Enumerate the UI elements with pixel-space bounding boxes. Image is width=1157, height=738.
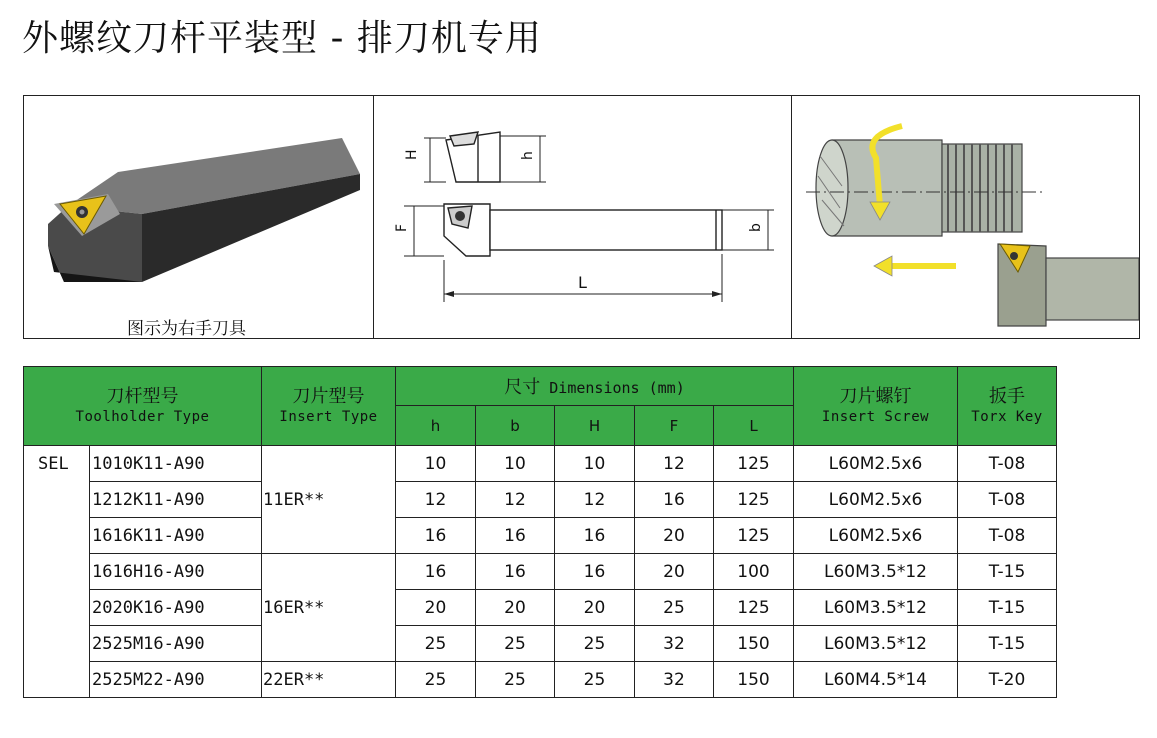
table-row [24,446,1057,482]
toolholder-type-cell: 1212K11-A90 [90,482,262,518]
b-cell: 25 [476,662,555,698]
application-illustration [792,96,1139,340]
L-cell: 125 [714,518,794,554]
header-toolholder-type: 刀杆型号 Toolholder Type [24,367,262,446]
H-cell: 12 [555,482,635,518]
dim-label-H: H [404,149,420,160]
b-cell: 16 [476,518,555,554]
h-cell: 20 [396,590,476,626]
header-h: h [396,406,476,446]
F-cell: 16 [635,482,714,518]
L-cell: 150 [714,662,794,698]
header-b: b [476,406,555,446]
toolholder-type-cell: 2020K16-A90 [90,590,262,626]
h-cell: 16 [396,518,476,554]
H-cell: 16 [555,518,635,554]
key-cell: T-20 [958,662,1057,698]
screw-cell: L60M2.5x6 [794,446,958,482]
h-cell: 10 [396,446,476,482]
h-cell: 12 [396,482,476,518]
L-cell: 125 [714,446,794,482]
F-cell: 20 [635,554,714,590]
F-cell: 25 [635,590,714,626]
key-cell: T-08 [958,482,1057,518]
b-cell: 20 [476,590,555,626]
b-cell: 25 [476,626,555,662]
figure-panel [23,95,1140,339]
toolholder-photo-panel [24,96,374,338]
header-insert-screw: 刀片螺钉 Insert Screw [794,367,958,446]
header-insert-type: 刀片型号 Insert Type [262,367,396,446]
F-cell: 32 [635,626,714,662]
insert-type-cell: 11ER** [262,446,396,554]
dim-label-F: F [394,223,410,232]
screw-cell: L60M2.5x6 [794,518,958,554]
table-row [24,590,1057,626]
H-cell: 20 [555,590,635,626]
L-cell: 150 [714,626,794,662]
L-cell: 100 [714,554,794,590]
b-cell: 10 [476,446,555,482]
table-row [24,626,1057,662]
screw-cell: L60M3.5*12 [794,590,958,626]
toolholder-type-cell: 1616H16-A90 [90,554,262,590]
header-dimensions: 尺寸 Dimensions (mm) [396,367,794,406]
screw-cell: L60M4.5*14 [794,662,958,698]
dim-label-h: h [520,151,536,160]
key-cell: T-08 [958,446,1057,482]
screw-cell: L60M3.5*12 [794,626,958,662]
toolholder-type-cell: 1616K11-A90 [90,518,262,554]
header-torx-key: 扳手 Torx Key [958,367,1057,446]
figure-caption: 图示为右手刀具 [127,319,246,339]
b-cell: 16 [476,554,555,590]
page-title: 外螺纹刀杆平装型 - 排刀机专用 [22,18,542,59]
F-cell: 32 [635,662,714,698]
dim-label-L: L [578,273,587,292]
screw-cell: L60M2.5x6 [794,482,958,518]
header-L: L [714,406,794,446]
L-cell: 125 [714,590,794,626]
dimension-drawing-panel [374,96,792,338]
key-cell: T-15 [958,626,1057,662]
table-row [24,554,1057,590]
insert-type-cell: 16ER** [262,554,396,662]
header-F: F [635,406,714,446]
h-cell: 25 [396,662,476,698]
insert-type-cell: 22ER** [262,662,396,698]
series-cell: SEL [24,446,90,698]
header-H: H [555,406,635,446]
table-row [24,662,1057,698]
H-cell: 25 [555,662,635,698]
key-cell: T-08 [958,518,1057,554]
toolholder-type-cell: 1010K11-A90 [90,446,262,482]
screw-cell: L60M3.5*12 [794,554,958,590]
key-cell: T-15 [958,554,1057,590]
key-cell: T-15 [958,590,1057,626]
b-cell: 12 [476,482,555,518]
H-cell: 16 [555,554,635,590]
F-cell: 20 [635,518,714,554]
toolholder-type-cell: 2525M22-A90 [90,662,262,698]
h-cell: 25 [396,626,476,662]
toolholder-photo [24,96,374,340]
application-illustration-panel [792,96,1139,338]
table-row [24,482,1057,518]
H-cell: 10 [555,446,635,482]
H-cell: 25 [555,626,635,662]
F-cell: 12 [635,446,714,482]
toolholder-type-cell: 2525M16-A90 [90,626,262,662]
spec-table [23,366,1057,698]
L-cell: 125 [714,482,794,518]
table-row [24,518,1057,554]
dimension-drawing [374,96,792,340]
h-cell: 16 [396,554,476,590]
dim-label-b: b [748,223,764,232]
